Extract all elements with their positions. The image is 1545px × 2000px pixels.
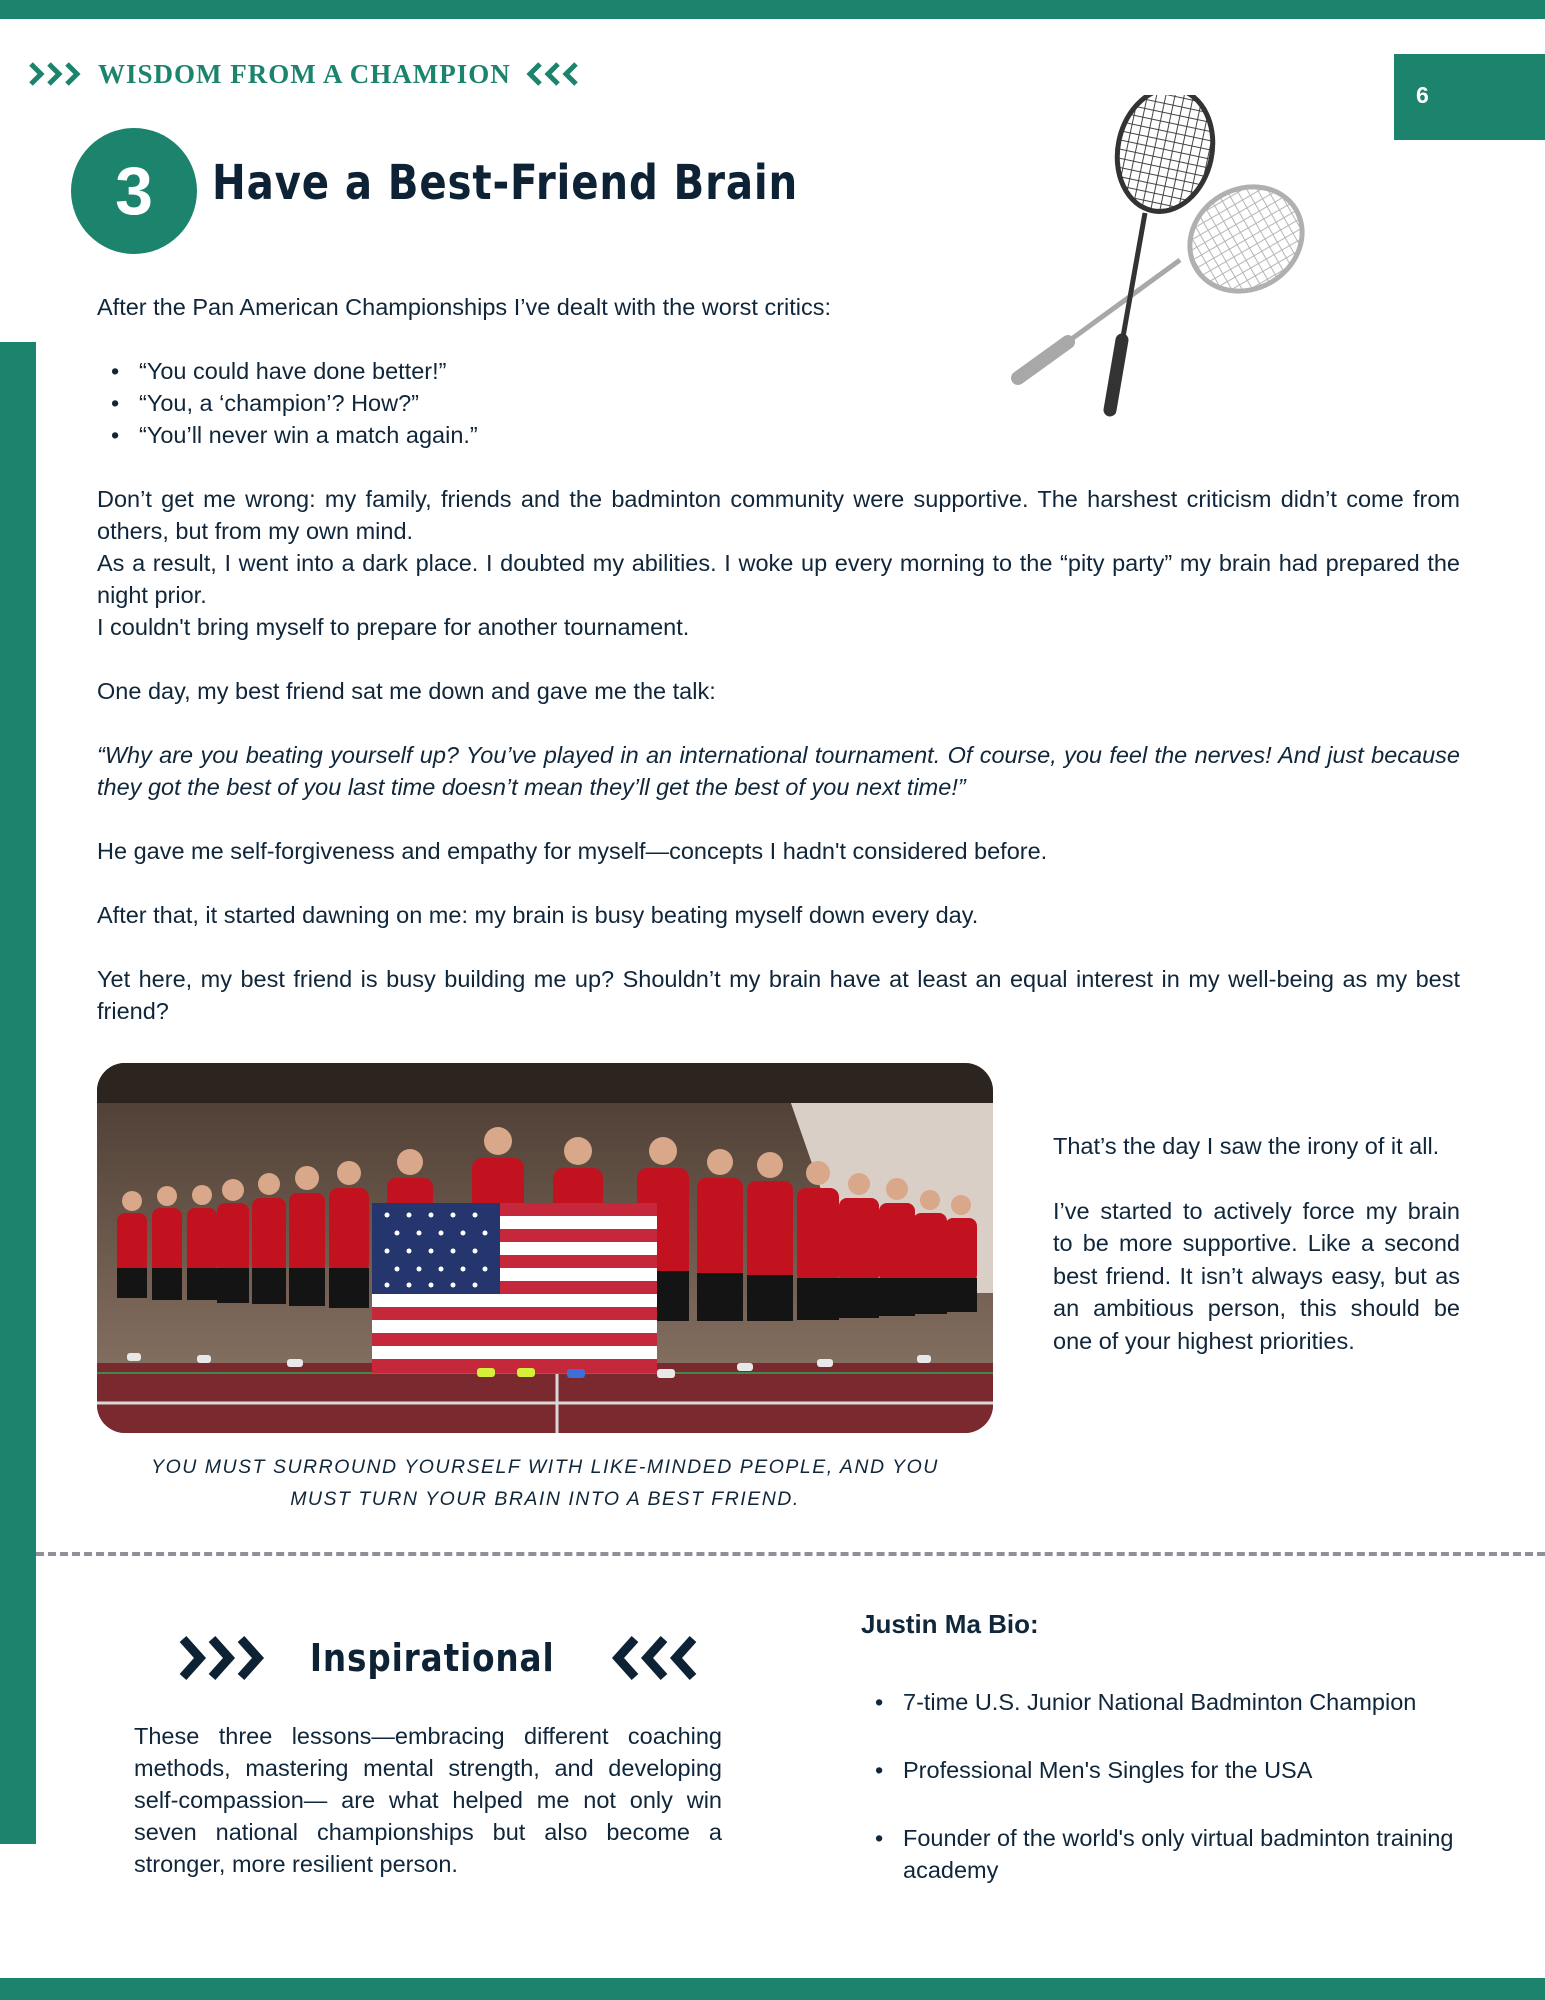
paragraph: As a result, I went into a dark place. I doubted my abilities. I woke up every morning to the “pity party” my brain had prepared the night prior. (97, 550, 1460, 608)
chevrons-right-icon (28, 59, 86, 89)
paragraph: Don’t get me wrong: my family, friends and the badminton community were supportive. The harshest criticism didn’t come from others, but from my own mind. (97, 486, 1460, 544)
top-accent-bar (0, 0, 1545, 19)
page-number: 6 (1416, 82, 1429, 108)
critics-list (97, 355, 1460, 451)
left-accent-bar (0, 342, 36, 1844)
list-item: • Professional Men's Singles for the USA (861, 1754, 1481, 1786)
inspirational-title: Inspirational (309, 1636, 555, 1680)
page-number-box (1394, 54, 1545, 140)
list-item: • “You, a ‘champion’? How?” (97, 387, 1460, 419)
kicker (28, 54, 581, 94)
side-column (1053, 1130, 1460, 1357)
kicker-text: WISDOM FROM A CHAMPION (98, 58, 511, 89)
team-with-flag-image (97, 1063, 993, 1433)
section-number-badge (71, 128, 197, 254)
paragraph: After that, it started dawning on me: my brain is busy beating myself down every day. (97, 902, 979, 928)
team-photo (97, 1063, 993, 1433)
paragraph: He gave me self-forgiveness and empathy for myself—concepts I hadn't considered before. (97, 838, 1048, 864)
side-paragraph: That’s the day I saw the irony of it all. (1053, 1133, 1440, 1159)
paragraph: One day, my best friend sat me down and gave me the talk: (97, 678, 716, 704)
paragraph: I couldn't bring myself to prepare for another tournament. (97, 614, 690, 640)
section-divider (36, 1552, 1545, 1556)
list-item: • “You could have done better!” (97, 355, 1460, 387)
list-item: • “You’ll never win a match again.” (97, 419, 1460, 451)
chevrons-right-icon (178, 1633, 268, 1683)
chevrons-left-icon (608, 1633, 698, 1683)
inspirational-text: These three lessons—embracing different coaching methods, mastering mental strength, and developing self-compassion— are what helped me not only win seven national championships but also become a stronger, more resilient person. (134, 1723, 722, 1877)
photo-caption: YOU MUST SURROUND YOURSELF WITH LIKE-MINDED PEOPLE, AND YOU MUST TURN YOUR BRAIN INTO A BEST FRIEND. (151, 1456, 939, 1510)
list-item: • 7-time U.S. Junior National Badminton Champion (861, 1686, 1481, 1718)
bottom-accent-bar (0, 1978, 1545, 2000)
inspirational-header (178, 1630, 698, 1686)
section-title: Have a Best-Friend Brain (212, 155, 799, 211)
chevrons-left-icon (525, 59, 581, 89)
bio-title: Justin Ma Bio: (861, 1609, 1039, 1639)
paragraph: Yet here, my best friend is busy building me up? Shouldn’t my brain have at least an equal interest in my well-being as my best friend? (97, 966, 1460, 1024)
friend-quote: “Why are you beating yourself up? You’ve played in an international tournament. Of course, you feel the nerves! And just because they got the best of you last time doesn’t mean they’ll get the best of you next time!” (97, 742, 1460, 800)
list-item: • Founder of the world's only virtual badminton training academy (861, 1822, 1481, 1886)
side-paragraph: I’ve started to actively force my brain to be more supportive. Like a second best friend. It isn’t always easy, but as an ambitious person, this should be one of your highest priorities. (1053, 1197, 1460, 1354)
article-body (97, 291, 1460, 1027)
intro-text: After the Pan American Championships I’ve dealt with the worst critics: (97, 294, 832, 320)
section-number: 3 (115, 153, 153, 229)
bio-list (861, 1686, 1481, 1922)
